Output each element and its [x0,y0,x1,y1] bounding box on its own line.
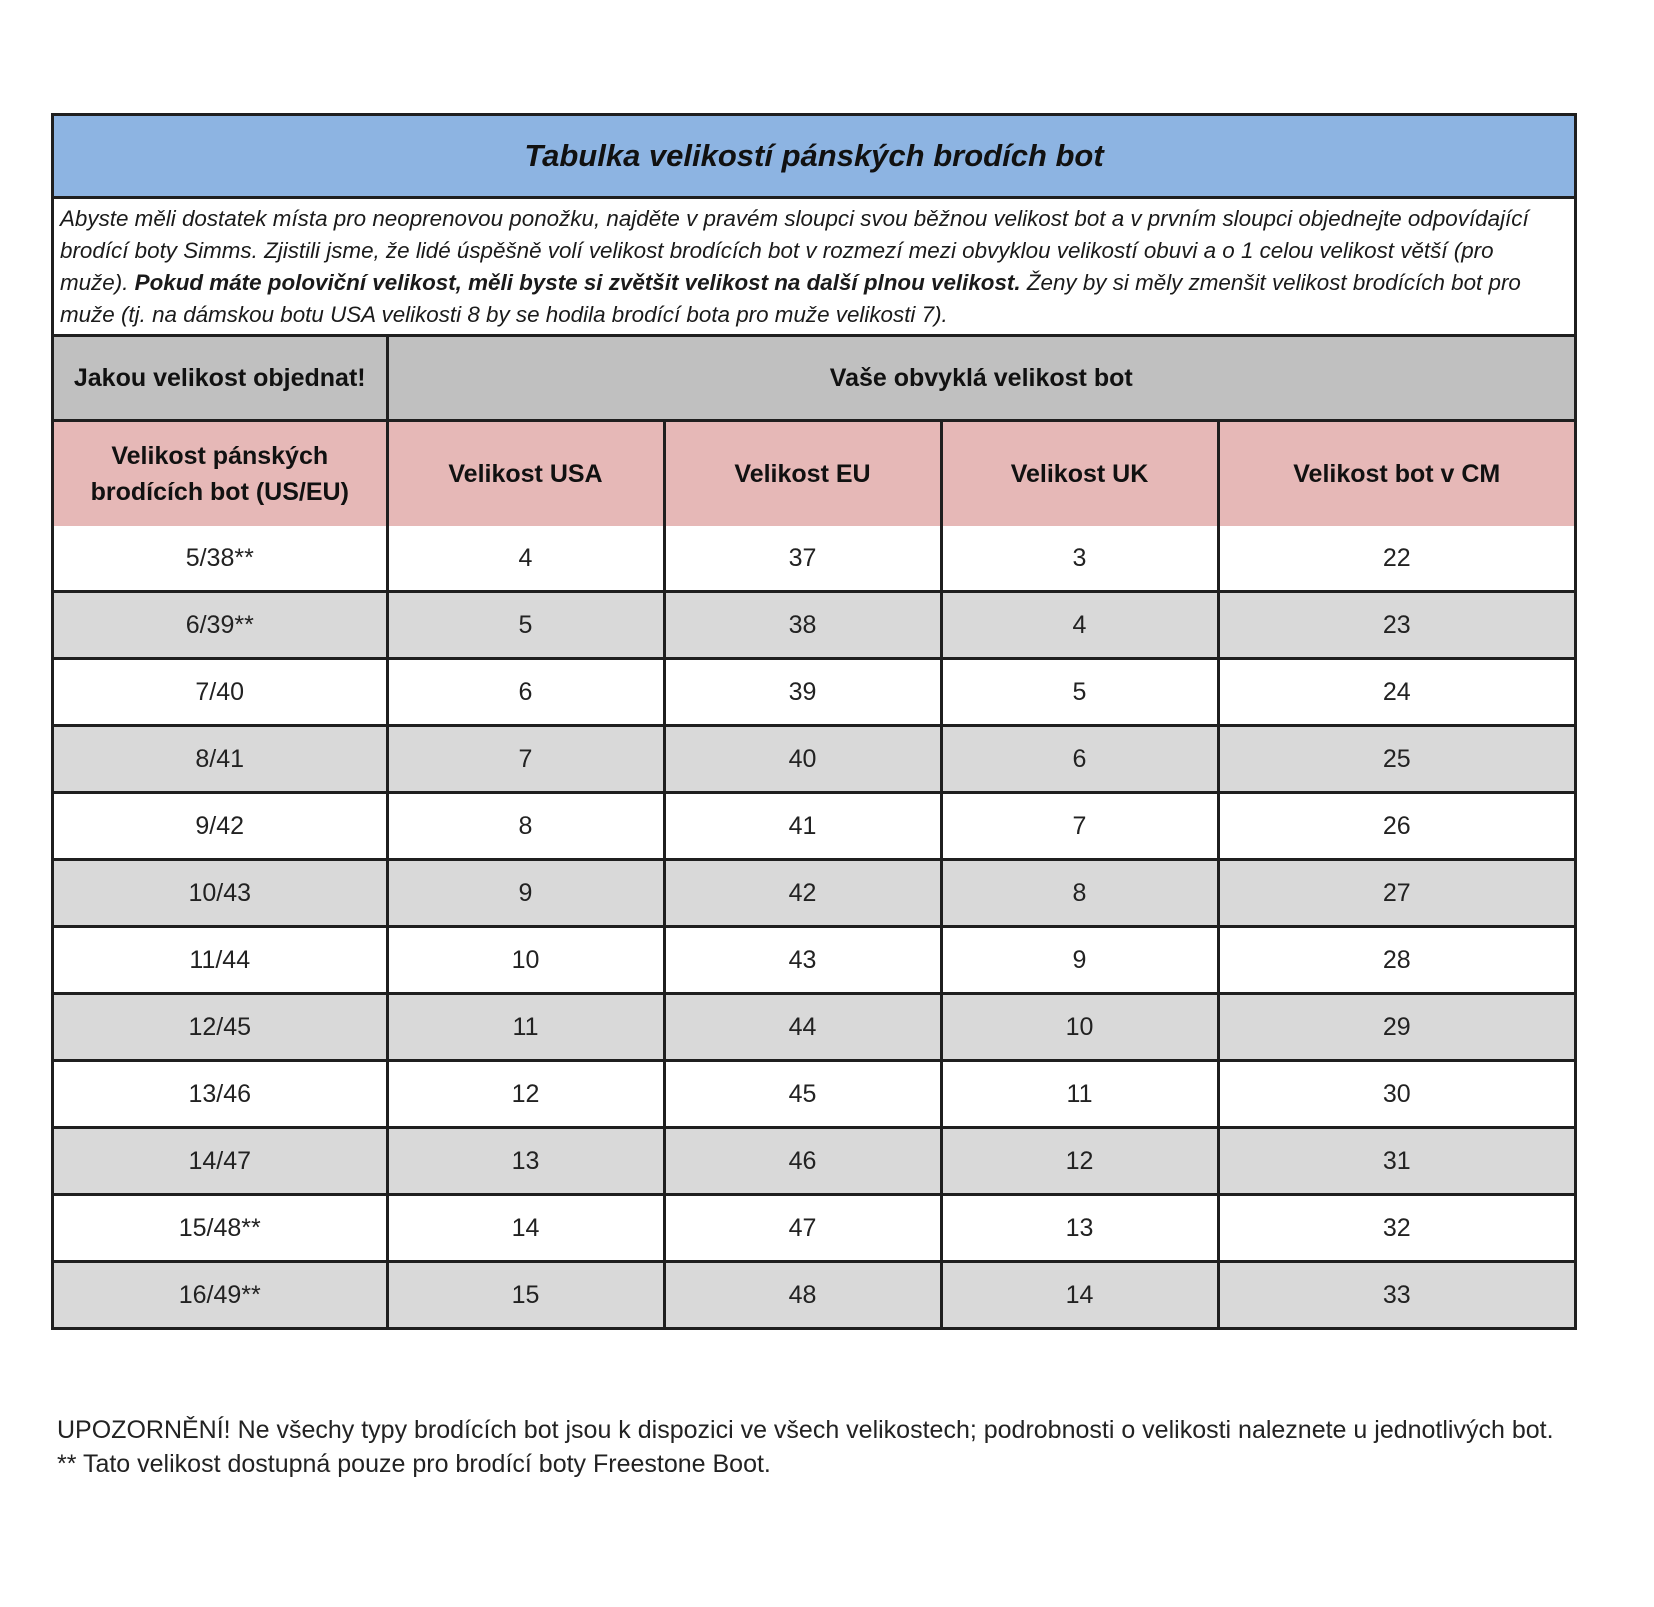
cell-wader-size: 14/47 [54,1128,387,1195]
cell-usa: 10 [387,927,664,994]
cell-wader-size: 8/41 [54,726,387,793]
cell-wader-size: 5/38** [54,526,387,592]
chart-title: Tabulka velikostí pánských brodích bot [54,116,1574,199]
intro-text-end: Ženy by si měly zmenšit velikost brodících bot pro muže (tj. na dámskou botu USA velikosti 8 by se hodila brodící bota pro muže velikosti 7). [60,270,1521,327]
cell-usa: 8 [387,793,664,860]
cell-eu: 39 [664,659,941,726]
cell-eu: 46 [664,1128,941,1195]
cell-eu: 38 [664,592,941,659]
cell-cm: 26 [1218,793,1574,860]
cell-uk: 8 [941,860,1218,927]
table-row [54,526,1574,592]
cell-uk: 12 [941,1128,1218,1195]
column-header-eu: Velikost EU [664,421,941,527]
table-row [54,927,1574,994]
table-row [54,860,1574,927]
table-row [54,1195,1574,1262]
cell-uk: 6 [941,726,1218,793]
cell-uk: 5 [941,659,1218,726]
cell-cm: 23 [1218,592,1574,659]
group-header-order: Jakou velikost objednat! [54,337,387,421]
size-rows [54,526,1574,1327]
column-header-cm: Velikost bot v CM [1218,421,1574,527]
table-row [54,726,1574,793]
cell-eu: 48 [664,1262,941,1328]
cell-wader-size: 12/45 [54,994,387,1061]
cell-usa: 6 [387,659,664,726]
notes [57,1413,1597,1481]
size-table [54,337,1574,1327]
cell-uk: 3 [941,526,1218,592]
cell-wader-size: 13/46 [54,1061,387,1128]
cell-uk: 7 [941,793,1218,860]
table-row [54,793,1574,860]
cell-uk: 13 [941,1195,1218,1262]
cell-wader-size: 6/39** [54,592,387,659]
cell-cm: 24 [1218,659,1574,726]
warning-note: UPOZORNĚNÍ! Ne všechy typy brodících bot jsou k dispozici ve všech velikostech; podrobnosti o velikosti naleznete u jednotlivých bot. [57,1416,1554,1444]
cell-uk: 11 [941,1061,1218,1128]
cell-usa: 9 [387,860,664,927]
cell-usa: 7 [387,726,664,793]
cell-cm: 29 [1218,994,1574,1061]
column-header-row [54,421,1574,527]
intro-text-start: Abyste měli dostatek místa pro neoprenovou ponožku, najděte v pravém sloupci svou běžnou velikost bot a v prvním sloupci objednejte odpovídající brodící boty Simms. Zjistili jsme, že lidé úspěšně volí velikost brodících bot v rozmezí mezi obvyklou velikostí obuvi a o 1 celou velikost větší (pro muže). [60,206,1529,295]
cell-uk: 10 [941,994,1218,1061]
cell-eu: 41 [664,793,941,860]
cell-eu: 37 [664,526,941,592]
table-row [54,659,1574,726]
column-header-usa: Velikost USA [387,421,664,527]
cell-uk: 4 [941,592,1218,659]
column-header-wader-size: Velikost pánských brodících bot (US/EU) [54,421,387,527]
footnote: ** Tato velikost dostupná pouze pro brodící boty Freestone Boot. [57,1450,771,1478]
cell-uk: 9 [941,927,1218,994]
group-header-usual: Vaše obvyklá velikost bot [387,337,1574,421]
intro-text-bold: Pokud máte poloviční velikost, měli byste si zvětšit velikost na další plnou velikost. [134,270,1021,295]
column-header-uk: Velikost UK [941,421,1218,527]
intro-paragraph [54,199,1574,337]
cell-uk: 14 [941,1262,1218,1328]
cell-cm: 27 [1218,860,1574,927]
cell-cm: 30 [1218,1061,1574,1128]
cell-cm: 31 [1218,1128,1574,1195]
cell-eu: 43 [664,927,941,994]
cell-eu: 40 [664,726,941,793]
cell-usa: 4 [387,526,664,592]
cell-wader-size: 15/48** [54,1195,387,1262]
cell-usa: 13 [387,1128,664,1195]
cell-cm: 25 [1218,726,1574,793]
table-row [54,1061,1574,1128]
table-row [54,994,1574,1061]
cell-usa: 15 [387,1262,664,1328]
cell-wader-size: 9/42 [54,793,387,860]
cell-wader-size: 7/40 [54,659,387,726]
size-chart [51,113,1577,1330]
cell-cm: 28 [1218,927,1574,994]
cell-eu: 47 [664,1195,941,1262]
cell-wader-size: 10/43 [54,860,387,927]
cell-wader-size: 16/49** [54,1262,387,1328]
cell-wader-size: 11/44 [54,927,387,994]
cell-cm: 22 [1218,526,1574,592]
table-row [54,1128,1574,1195]
cell-cm: 32 [1218,1195,1574,1262]
cell-usa: 11 [387,994,664,1061]
cell-usa: 14 [387,1195,664,1262]
cell-eu: 44 [664,994,941,1061]
cell-eu: 45 [664,1061,941,1128]
cell-cm: 33 [1218,1262,1574,1328]
cell-usa: 12 [387,1061,664,1128]
cell-eu: 42 [664,860,941,927]
table-row [54,1262,1574,1328]
group-header-row [54,337,1574,421]
table-row [54,592,1574,659]
cell-usa: 5 [387,592,664,659]
